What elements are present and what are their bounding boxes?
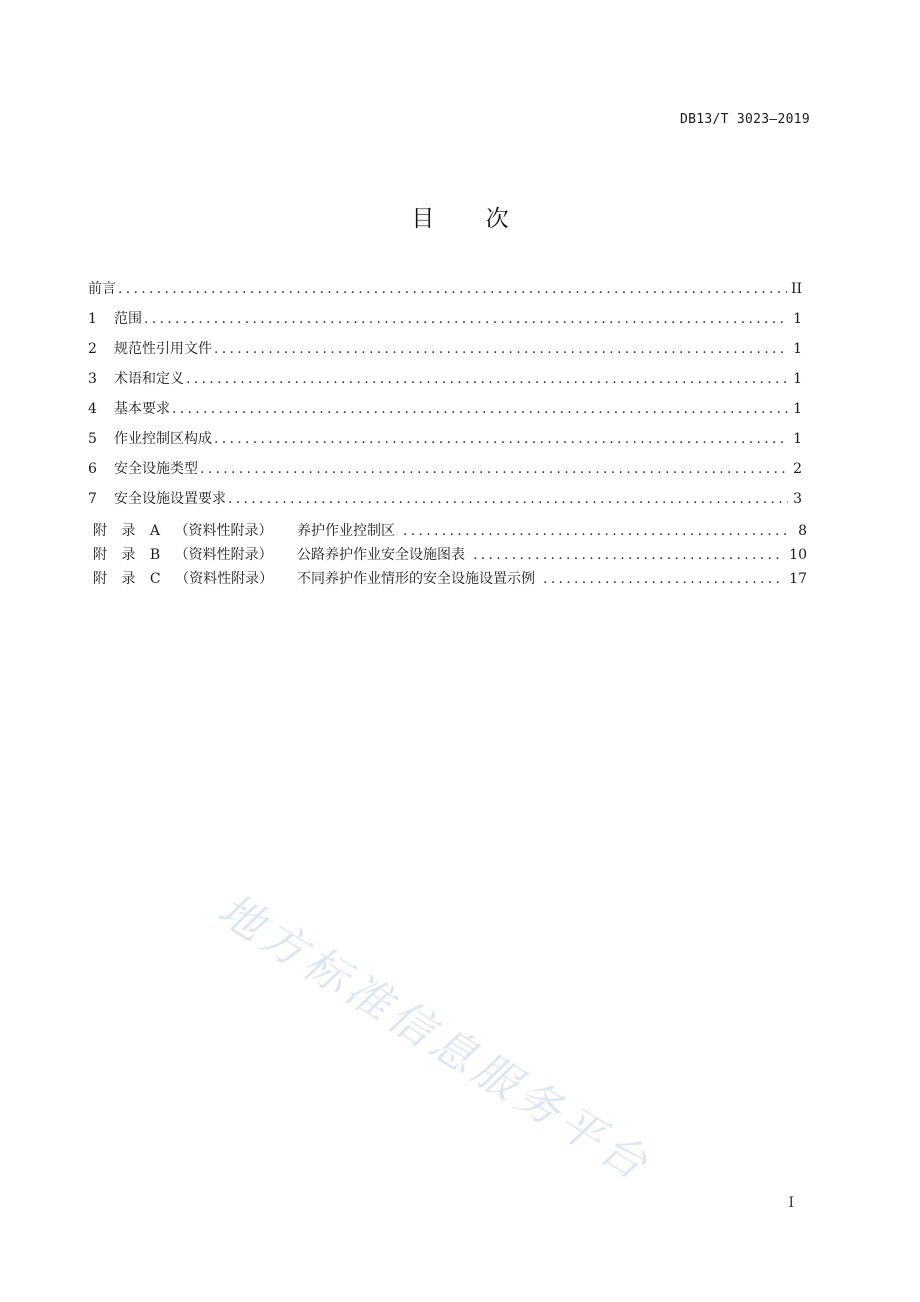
appendix-title: 公路养护作业安全设施图表 xyxy=(297,547,465,563)
toc-leader-dots xyxy=(214,428,788,450)
toc-entry-page: 1 xyxy=(793,431,802,447)
page-number: I xyxy=(788,1195,794,1211)
appendix-letter: B xyxy=(149,547,161,563)
toc-leader-dots xyxy=(200,458,788,480)
appendix-type: （资料性附录） xyxy=(175,571,274,587)
toc-entry-7[interactable] xyxy=(88,488,802,518)
appendix-word-1: 附 xyxy=(93,547,107,563)
toc-entry-page: 3 xyxy=(793,491,802,507)
appendix-word-1: 附 xyxy=(93,523,107,539)
toc-entry-number: 7 xyxy=(88,491,97,507)
appendix-word-2: 录 xyxy=(121,571,136,587)
toc-entry-number: 6 xyxy=(88,461,97,477)
toc-entry-label: 术语和定义 xyxy=(114,371,184,387)
toc-entry-label: 前言 xyxy=(88,281,116,297)
watermark-text: 地方标准信息服务平台 xyxy=(209,884,661,1193)
toc-entry-number: 2 xyxy=(88,341,97,357)
appendix-type: （资料性附录） xyxy=(174,547,273,563)
appendix-word-2: 录 xyxy=(121,523,136,539)
appendix-entry-c[interactable] xyxy=(93,568,807,592)
toc-entry-number: 1 xyxy=(88,311,97,327)
toc-leader-dots xyxy=(118,278,787,300)
toc-entry-number: 3 xyxy=(88,371,97,387)
appendix-word-1: 附 xyxy=(93,571,107,587)
toc-entry-label: 规范性引用文件 xyxy=(114,341,212,357)
toc-entry-4[interactable] xyxy=(88,398,802,428)
appendix-title: 不同养护作业情形的安全设施设置示例 xyxy=(297,571,535,587)
appendix-prefix xyxy=(93,568,297,590)
table-of-contents xyxy=(88,278,802,518)
toc-leader-dots xyxy=(172,398,788,420)
toc-leader-dots xyxy=(228,488,788,510)
toc-entry-label: 作业控制区构成 xyxy=(114,431,212,447)
toc-entry-foreword[interactable] xyxy=(88,278,802,308)
appendix-page: 8 xyxy=(798,523,807,539)
toc-entry-5[interactable] xyxy=(88,428,802,458)
document-code: DB13/T 3023—2019 xyxy=(679,112,810,127)
toc-entry-page: II xyxy=(790,281,802,297)
page-title: 目 次 xyxy=(411,206,531,232)
toc-entry-page: 1 xyxy=(793,371,802,387)
appendix-letter: A xyxy=(149,523,161,539)
appendix-leader-dots xyxy=(543,568,781,590)
appendix-type: （资料性附录） xyxy=(174,523,273,539)
toc-entry-2[interactable] xyxy=(88,338,802,368)
toc-entry-page: 1 xyxy=(793,401,802,417)
toc-entry-page: 1 xyxy=(793,341,802,357)
appendix-entry-b[interactable] xyxy=(93,544,807,568)
toc-leader-dots xyxy=(214,338,788,360)
toc-leader-dots xyxy=(186,368,788,390)
appendix-page: 10 xyxy=(789,547,807,563)
toc-entry-number: 5 xyxy=(88,431,97,447)
appendix-prefix xyxy=(93,520,297,542)
toc-entry-label: 基本要求 xyxy=(114,401,170,417)
appendix-leader-dots xyxy=(473,544,781,566)
appendix-prefix xyxy=(93,544,297,566)
toc-entry-page: 1 xyxy=(793,311,802,327)
toc-entry-3[interactable] xyxy=(88,368,802,398)
appendix-title: 养护作业控制区 xyxy=(297,523,395,539)
appendix-list xyxy=(93,520,807,592)
appendix-letter: C xyxy=(149,571,161,587)
toc-entry-label: 安全设施类型 xyxy=(114,461,198,477)
toc-entry-label: 范围 xyxy=(114,311,142,327)
toc-entry-1[interactable] xyxy=(88,308,802,338)
appendix-leader-dots xyxy=(403,520,790,542)
appendix-word-2: 录 xyxy=(121,547,136,563)
toc-entry-label: 安全设施设置要求 xyxy=(114,491,226,507)
toc-entry-page: 2 xyxy=(793,461,802,477)
toc-entry-number: 4 xyxy=(88,401,97,417)
toc-leader-dots xyxy=(144,308,788,330)
appendix-entry-a[interactable] xyxy=(93,520,807,544)
appendix-page: 17 xyxy=(789,571,807,587)
toc-entry-6[interactable] xyxy=(88,458,802,488)
